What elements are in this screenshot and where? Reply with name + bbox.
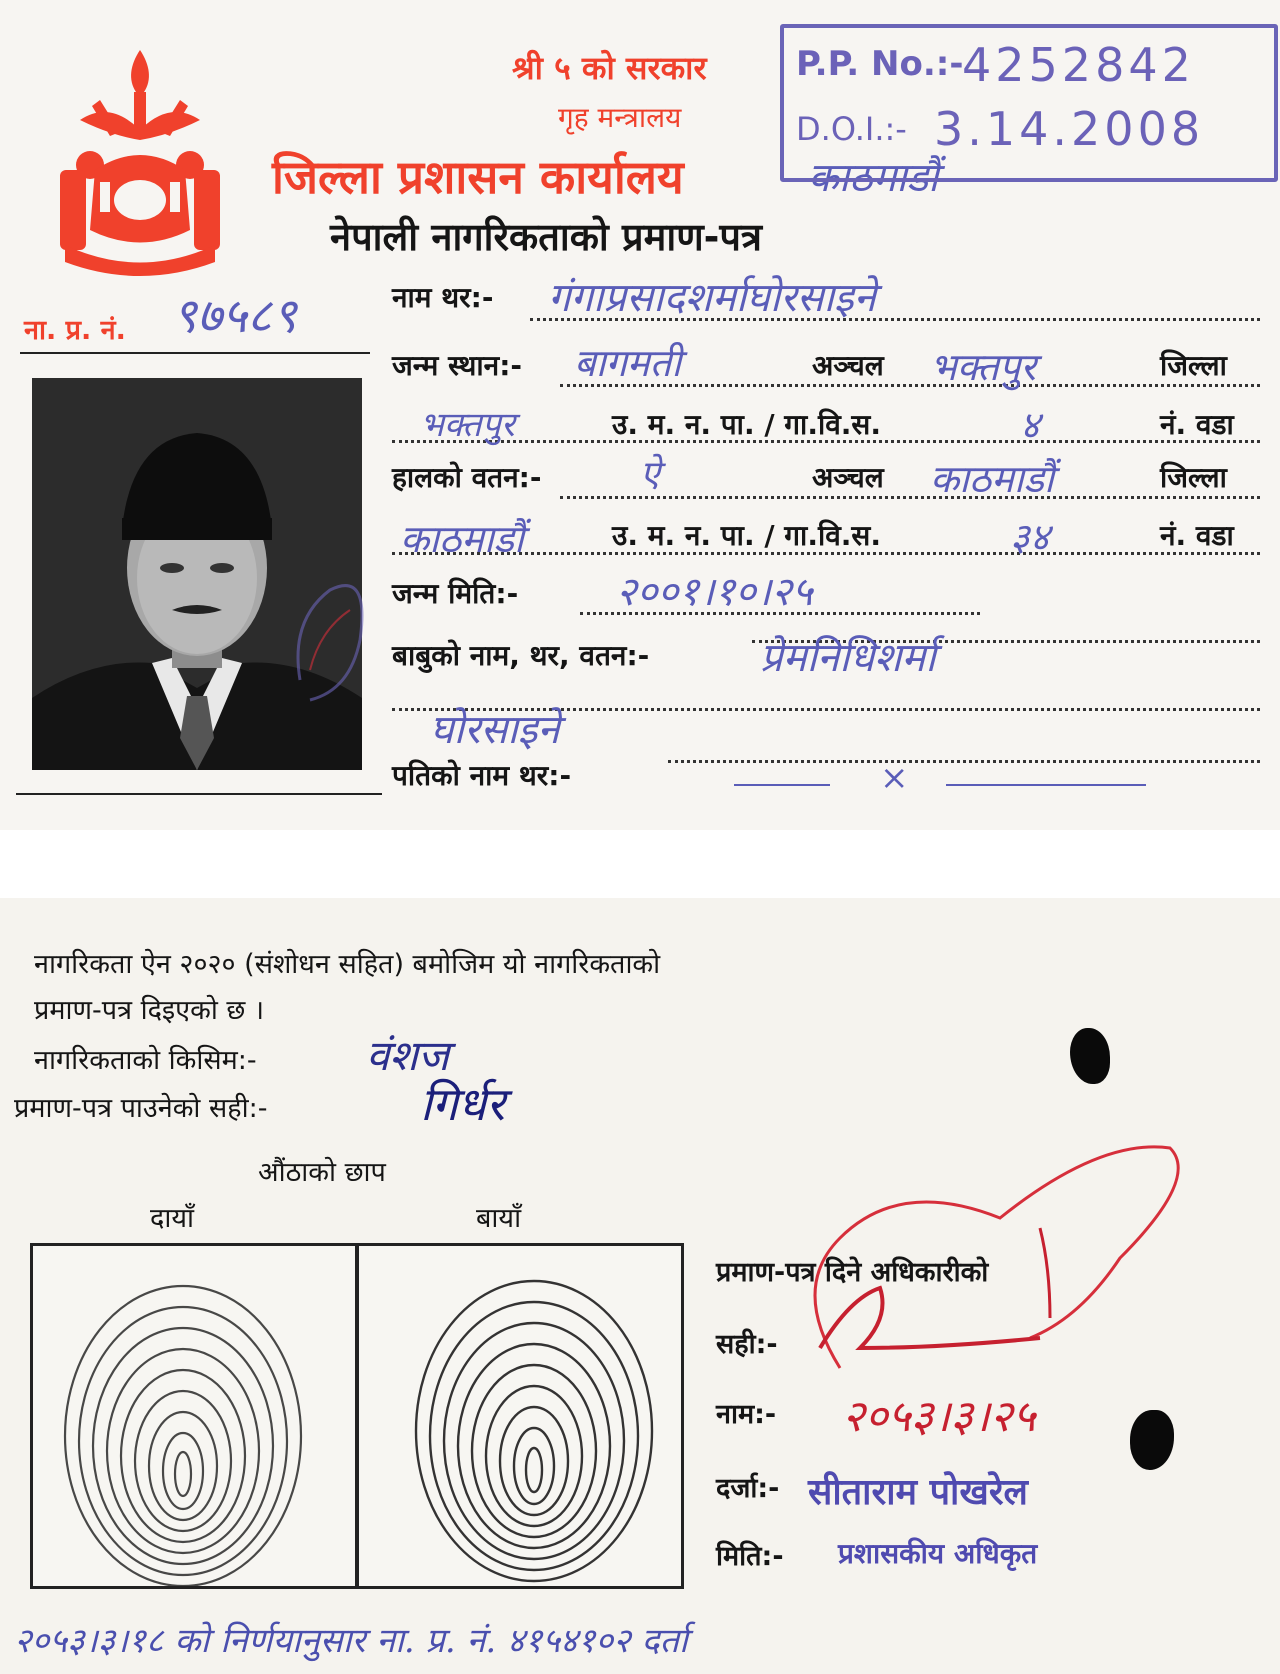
ink-blot <box>1070 1028 1110 1084</box>
father-label: बाबुको नाम, थर, वतन:- <box>392 639 650 672</box>
pp-value: 4252842 <box>962 38 1195 92</box>
residence-label: हालको वतन:- <box>392 461 542 494</box>
dob-label: जन्म मिति:- <box>392 577 519 610</box>
footer-note: २०५३।३।१८ को निर्णयानुसार ना. प्र. नं. ४१५४१०२ दर्ता <box>14 1621 688 1661</box>
birthplace-label: जन्म स्थान:- <box>392 349 523 382</box>
birthplace-zone-value: बागमती <box>574 341 682 385</box>
photo-underline <box>16 793 382 795</box>
pp-label: P.P. No.:- <box>796 44 964 84</box>
officer-sign-label: सही:- <box>716 1329 778 1360</box>
type-label: नागरिकताको किसिम:- <box>34 1045 257 1076</box>
office-title: जिल्ला प्रशासन कार्यालय <box>272 150 684 204</box>
certificate-front <box>0 0 1280 830</box>
spouse-dotline <box>668 760 1260 763</box>
residence-district-word: जिल्ला <box>1160 461 1227 494</box>
officer-date-label: मिति:- <box>716 1541 784 1572</box>
residence-local-value: काठमाडौं <box>400 517 524 561</box>
officer-signature-icon <box>780 1118 1200 1378</box>
passport-stamp <box>780 24 1278 182</box>
birthplace-zone-word: अञ्चल <box>812 349 884 382</box>
left-thumbprint-box <box>356 1243 684 1589</box>
ministry-line: गृह मन्त्रालय <box>558 101 682 134</box>
birthplace-ward-word: नं. वडा <box>1160 408 1234 441</box>
residence-zone-value: ऐ <box>640 454 660 495</box>
certificate-title: नेपाली नागरिकताको प्रमाण-पत्र <box>330 215 762 259</box>
officer-rank-label: दर्जा:- <box>716 1473 780 1504</box>
act-line-1: नागरिकता ऐन २०२० (संशोधन सहित) बमोजिम यो नागरिकताको <box>34 949 661 980</box>
officer-name-stamp: सीताराम पोखरेल <box>808 1472 1028 1513</box>
national-emblem-icon <box>40 40 240 280</box>
birthplace-ward-value: ४ <box>1020 403 1040 447</box>
citizenship-no-label: ना. प्र. नं. <box>24 315 126 346</box>
certificate-back <box>0 898 1280 1674</box>
thumbprint-label: औंठाको छाप <box>258 1157 386 1188</box>
doi-value: 3.14.2008 <box>934 102 1205 156</box>
dob-value: २००१।१०।२५ <box>616 569 813 615</box>
residence-ward-word: नं. वडा <box>1160 519 1234 552</box>
type-value: वंशज <box>366 1031 450 1080</box>
holder-signature-label: प्रमाण-पत्र पाउनेको सही:- <box>14 1093 268 1124</box>
officer-heading: प्रमाण-पत्र दिने अधिकारीको <box>716 1257 989 1288</box>
spouse-label: पतिको नाम थर:- <box>392 759 572 792</box>
birthplace-district-word: जिल्ला <box>1160 349 1227 382</box>
name-value: गंगाप्रसादशर्माघोरसाइने <box>548 275 876 321</box>
spouse-dash-right <box>946 784 1146 786</box>
spouse-value: × <box>880 758 909 798</box>
spouse-dash-left <box>734 784 830 786</box>
residence-district-value: काठमाडौं <box>930 457 1054 501</box>
doi-label: D.O.I.:- <box>796 110 907 148</box>
residence-dotline <box>560 496 1260 499</box>
birthplace-district-value: भक्तपुर <box>930 345 1036 389</box>
officer-rank-stamp: प्रशासकीय अधिकृत <box>838 1537 1038 1570</box>
holder-signature-value: गिर्धर <box>420 1077 505 1131</box>
residence-municipality-text: उ. म. न. पा. / गा.वि.स. <box>612 519 881 552</box>
right-thumb-label: दायाँ <box>150 1203 194 1234</box>
left-thumbprint-icon <box>359 1246 681 1586</box>
father-value-line2: घोरसाइने <box>430 707 560 753</box>
right-thumbprint-box <box>30 1243 358 1589</box>
residence-ward-value: ३४ <box>1010 515 1050 559</box>
photo-seal-stamp-icon <box>280 560 390 710</box>
left-thumb-label: बायाँ <box>476 1203 522 1234</box>
residence-zone-word: अञ्चल <box>812 461 884 494</box>
right-thumbprint-icon <box>33 1246 355 1586</box>
act-line-2: प्रमाण-पत्र दिइएको छ । <box>34 995 265 1026</box>
number-underline <box>20 352 370 354</box>
office-district-handwritten: काठमाडौं <box>808 155 939 201</box>
officer-name-label: नाम:- <box>716 1399 777 1430</box>
father-value-line1: प्रेमनिधिशर्मा <box>760 635 936 681</box>
govt-line: श्री ५ को सरकार <box>512 49 707 87</box>
birthplace-local-value: भक्तपुर <box>420 405 515 445</box>
name-label: नाम थर:- <box>392 281 494 314</box>
citizenship-no-value: ९७५८९ <box>172 288 297 344</box>
officer-name-value: २०५३।३।२५ <box>842 1391 1036 1442</box>
birthplace-municipality-text: उ. म. न. पा. / गा.वि.स. <box>612 408 881 441</box>
ink-blot-2 <box>1130 1410 1174 1470</box>
